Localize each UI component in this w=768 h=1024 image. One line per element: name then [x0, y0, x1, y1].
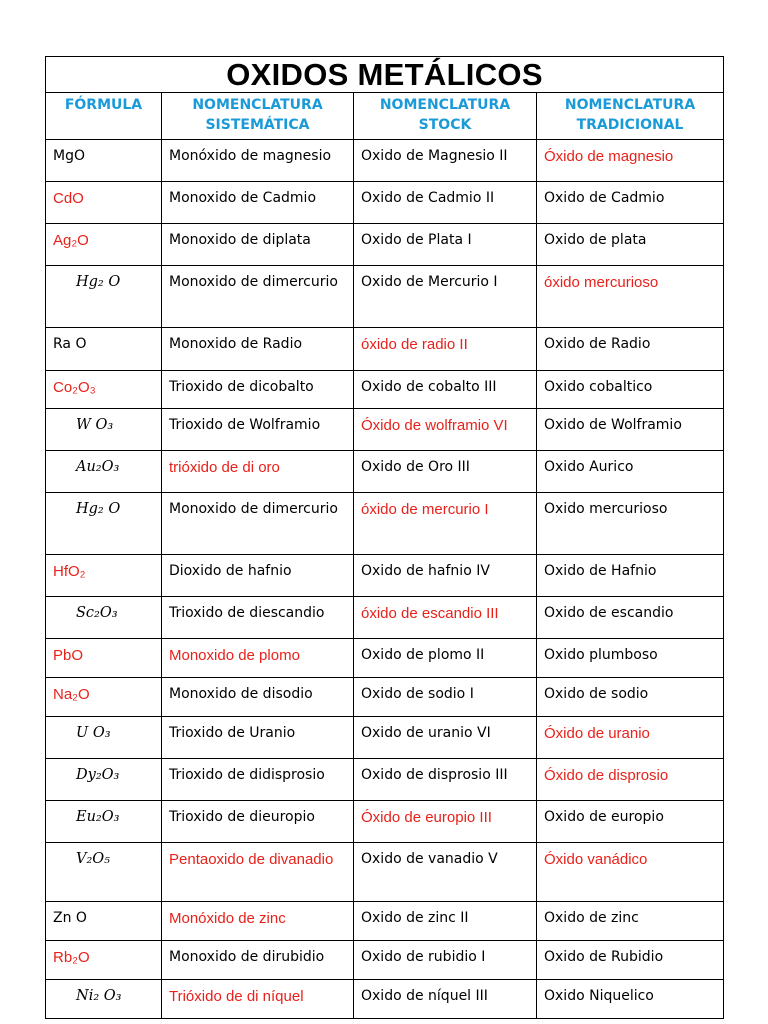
cell-stock: Oxido de plomo II [354, 639, 537, 678]
cell-stock: Oxido de Cadmio II [354, 182, 537, 224]
cell-formula: Hg₂ O [46, 266, 162, 328]
cell-systematic: Monoxido de disodio [162, 678, 354, 717]
table-row [46, 801, 724, 843]
table-row [46, 639, 724, 678]
table-row [46, 941, 724, 980]
table-row [46, 409, 724, 451]
cell-traditional: Oxido de zinc [537, 902, 724, 941]
cell-systematic: trióxido de di oro [162, 451, 354, 493]
title-row [46, 57, 724, 93]
cell-traditional: Oxido de Cadmio [537, 182, 724, 224]
cell-formula: Sc₂O₃ [46, 597, 162, 639]
table-row [46, 759, 724, 801]
cell-systematic: Monoxido de Cadmio [162, 182, 354, 224]
cell-traditional: Oxido de europio [537, 801, 724, 843]
cell-formula: Ra O [46, 328, 162, 371]
cell-formula: Na₂O [46, 678, 162, 717]
table-row [46, 717, 724, 759]
table-row [46, 328, 724, 371]
cell-stock: Oxido de uranio VI [354, 717, 537, 759]
cell-stock: Óxido de wolframio VI [354, 409, 537, 451]
cell-formula: PbO [46, 639, 162, 678]
cell-traditional: Oxido de Rubidio [537, 941, 724, 980]
cell-traditional: Óxido vanádico [537, 843, 724, 902]
cell-formula: U O₃ [46, 717, 162, 759]
cell-stock: Oxido de rubidio I [354, 941, 537, 980]
cell-stock: Oxido de sodio I [354, 678, 537, 717]
table-row [46, 451, 724, 493]
cell-stock: Oxido de níquel III [354, 980, 537, 1019]
cell-stock: Oxido de cobalto III [354, 371, 537, 409]
cell-systematic: Monoxido de plomo [162, 639, 354, 678]
cell-systematic: Trioxido de dieuropio [162, 801, 354, 843]
cell-stock: Oxido de Oro III [354, 451, 537, 493]
header-systematic: NOMENCLATURA SISTEMÁTICA [162, 93, 354, 140]
table-row [46, 371, 724, 409]
cell-stock: Oxido de Magnesio II [354, 140, 537, 182]
cell-formula: Hg₂ O [46, 493, 162, 555]
table-row [46, 597, 724, 639]
table-row [46, 182, 724, 224]
cell-systematic: Trioxido de dicobalto [162, 371, 354, 409]
cell-traditional: Oxido de Radio [537, 328, 724, 371]
cell-formula: Zn O [46, 902, 162, 941]
cell-formula: W O₃ [46, 409, 162, 451]
cell-formula: CdO [46, 182, 162, 224]
cell-formula: Eu₂O₃ [46, 801, 162, 843]
table-row [46, 140, 724, 182]
table-row [46, 224, 724, 266]
cell-formula: HfO₂ [46, 555, 162, 597]
cell-formula: Co₂O₃ [46, 371, 162, 409]
cell-formula: Ni₂ O₃ [46, 980, 162, 1019]
cell-stock: Oxido de hafnio IV [354, 555, 537, 597]
header-formula: FÓRMULA [46, 93, 162, 140]
cell-traditional: Oxido de escandio [537, 597, 724, 639]
cell-systematic: Monóxido de zinc [162, 902, 354, 941]
cell-formula: MgO [46, 140, 162, 182]
table-row [46, 678, 724, 717]
cell-stock: óxido de escandio III [354, 597, 537, 639]
cell-traditional: óxido mercurioso [537, 266, 724, 328]
cell-traditional: Óxido de uranio [537, 717, 724, 759]
cell-formula: Rb₂O [46, 941, 162, 980]
cell-stock: Óxido de europio III [354, 801, 537, 843]
cell-stock: Oxido de Plata I [354, 224, 537, 266]
table-row [46, 843, 724, 902]
cell-traditional: Oxido de Wolframio [537, 409, 724, 451]
cell-traditional: Oxido de sodio [537, 678, 724, 717]
cell-stock: Oxido de Mercurio I [354, 266, 537, 328]
cell-stock: óxido de radio II [354, 328, 537, 371]
table-title: OXIDOS METÁLICOS [46, 57, 724, 93]
cell-traditional: Oxido Aurico [537, 451, 724, 493]
cell-formula: Dy₂O₃ [46, 759, 162, 801]
cell-formula: Ag₂O [46, 224, 162, 266]
cell-systematic: Trioxido de Uranio [162, 717, 354, 759]
table-row [46, 555, 724, 597]
cell-stock: Oxido de zinc II [354, 902, 537, 941]
cell-systematic: Dioxido de hafnio [162, 555, 354, 597]
cell-systematic: Pentaoxido de divanadio [162, 843, 354, 902]
table-row [46, 902, 724, 941]
cell-systematic: Trioxido de didisprosio [162, 759, 354, 801]
cell-traditional: Óxido de disprosio [537, 759, 724, 801]
cell-traditional: Oxido cobaltico [537, 371, 724, 409]
cell-traditional: Oxido de plata [537, 224, 724, 266]
cell-traditional: Oxido de Hafnio [537, 555, 724, 597]
cell-systematic: Trioxido de diescandio [162, 597, 354, 639]
cell-stock: Oxido de disprosio III [354, 759, 537, 801]
cell-stock: óxido de mercurio I [354, 493, 537, 555]
cell-formula: V₂O₅ [46, 843, 162, 902]
cell-systematic: Monoxido de dimercurio [162, 493, 354, 555]
table-row [46, 493, 724, 555]
cell-systematic: Monoxido de dirubidio [162, 941, 354, 980]
cell-systematic: Monoxido de diplata [162, 224, 354, 266]
cell-traditional: Óxido de magnesio [537, 140, 724, 182]
cell-traditional: Oxido Niquelico [537, 980, 724, 1019]
cell-systematic: Monóxido de magnesio [162, 140, 354, 182]
cell-systematic: Trioxido de Wolframio [162, 409, 354, 451]
cell-formula: Au₂O₃ [46, 451, 162, 493]
oxidos-table [45, 56, 724, 1019]
header-row [46, 93, 724, 140]
cell-systematic: Monoxido de dimercurio [162, 266, 354, 328]
header-stock: NOMENCLATURA STOCK [354, 93, 537, 140]
cell-traditional: Oxido mercurioso [537, 493, 724, 555]
cell-stock: Oxido de vanadio V [354, 843, 537, 902]
header-traditional: NOMENCLATURA TRADICIONAL [537, 93, 724, 140]
cell-systematic: Trióxido de di níquel [162, 980, 354, 1019]
table-row [46, 980, 724, 1019]
cell-traditional: Oxido plumboso [537, 639, 724, 678]
table-row [46, 266, 724, 328]
cell-systematic: Monoxido de Radio [162, 328, 354, 371]
